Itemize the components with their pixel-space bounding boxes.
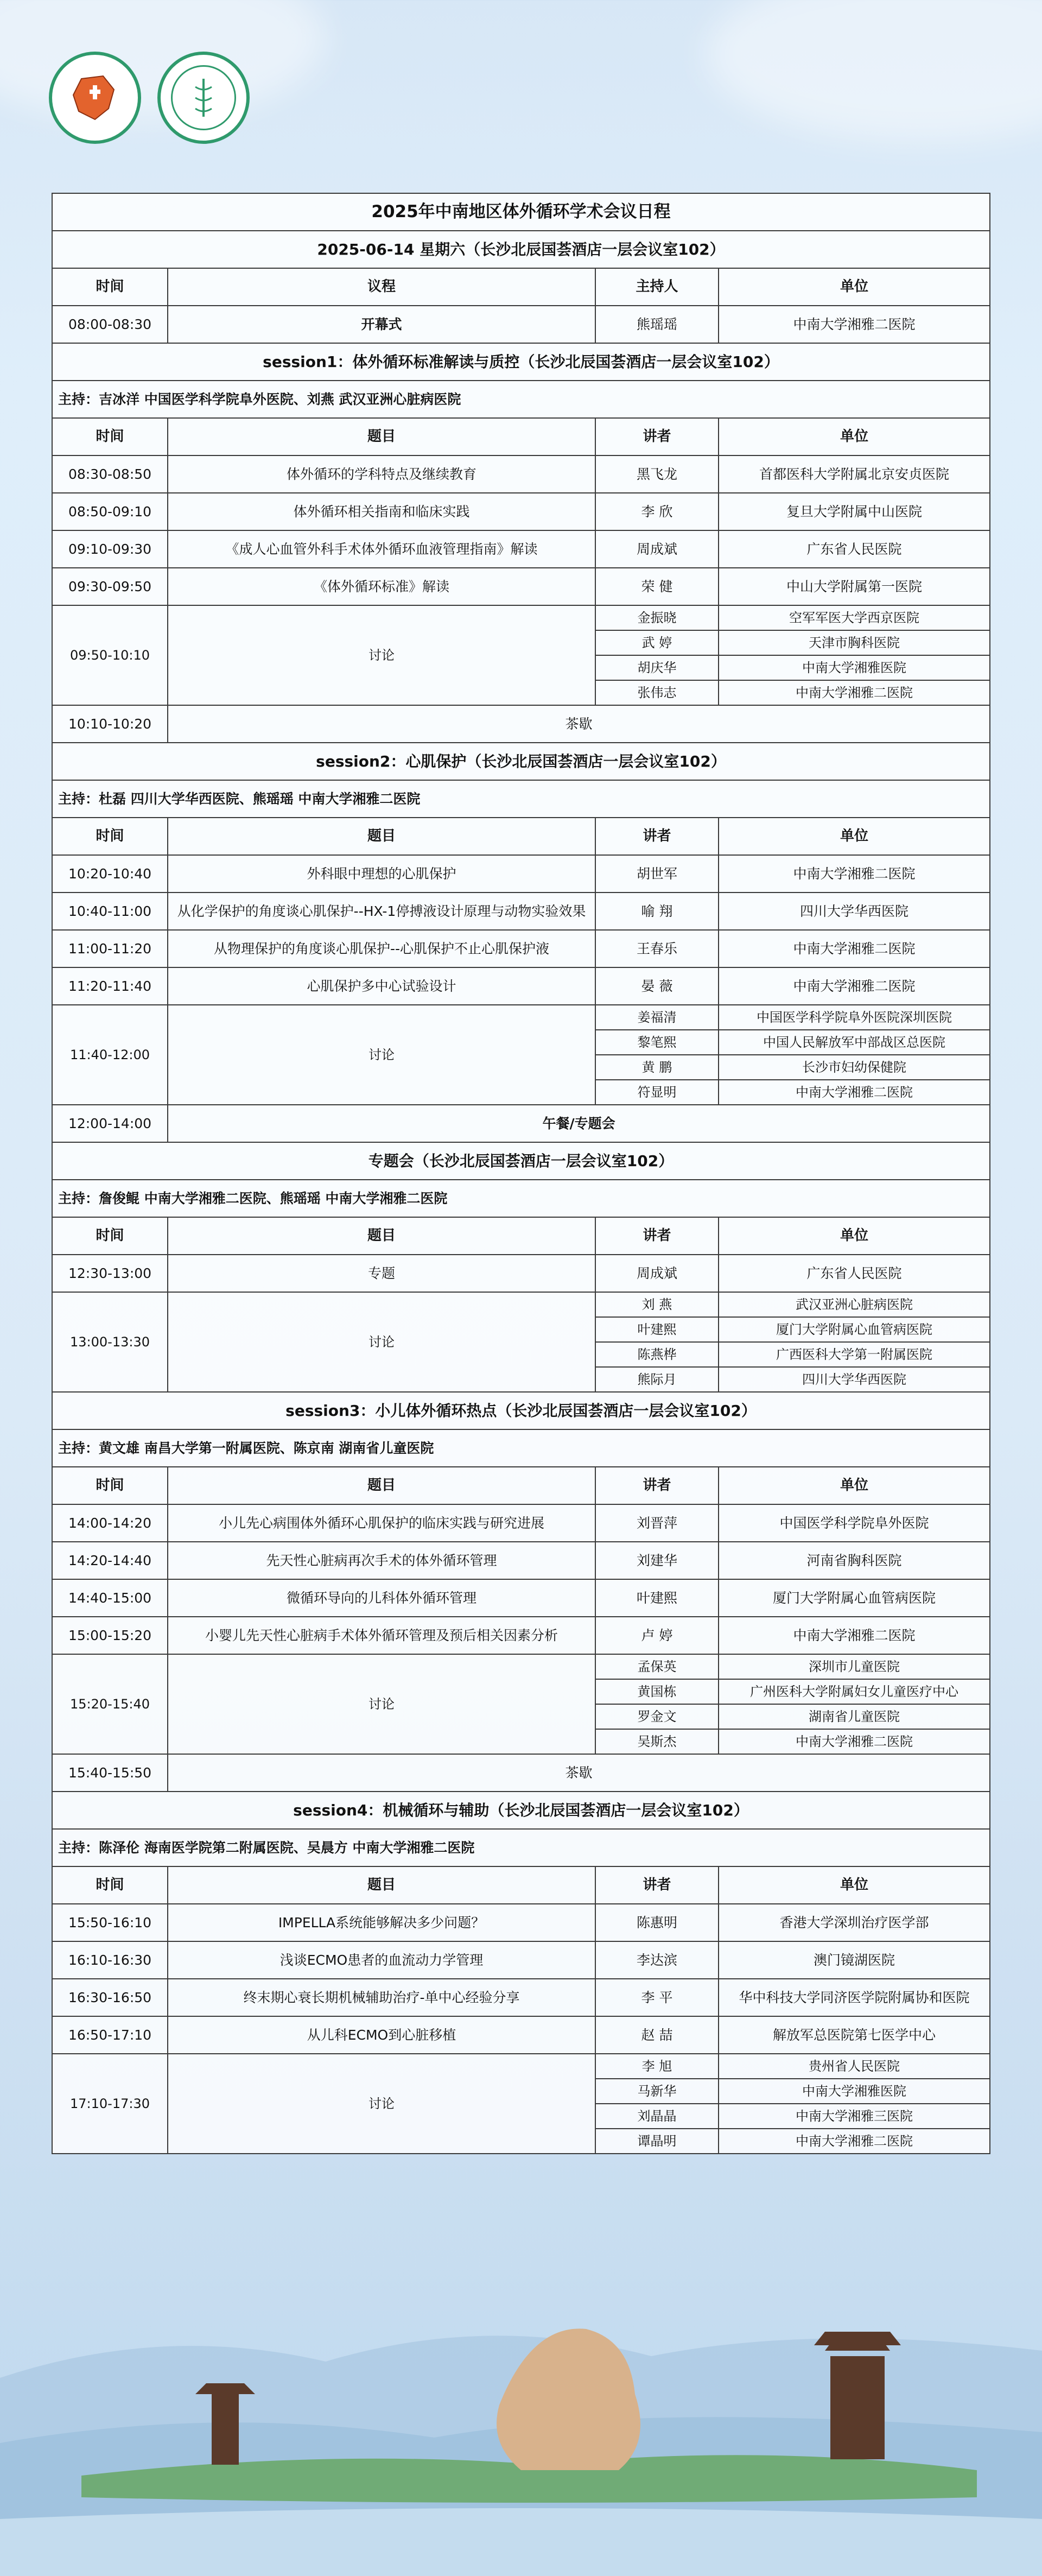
column-header-row: [52, 818, 990, 855]
talk-unit: 中南大学湘雅二医院: [719, 1617, 990, 1654]
break-time: 12:00-14:00: [52, 1105, 168, 1142]
talk-row: [52, 2016, 990, 2054]
panelist-name: 谭晶明: [595, 2129, 719, 2154]
talk-time: 14:40-15:00: [52, 1579, 168, 1617]
talk-row: [52, 1542, 990, 1579]
panelist-name: 马新华: [595, 2079, 719, 2104]
talk-topic: 小儿先心病围体外循环心肌保护的临床实践与研究进展: [168, 1504, 595, 1542]
talk-topic: 《体外循环标准》解读: [168, 568, 595, 605]
panelist-unit: 中南大学湘雅二医院: [719, 680, 990, 705]
column-header-time: 时间: [52, 818, 168, 855]
talk-speaker: 赵 喆: [595, 2016, 719, 2054]
panelist-unit: 空军军医大学西京医院: [719, 605, 990, 630]
talk-topic: 从物理保护的角度谈心肌保护--心肌保护不止心肌保护液: [168, 930, 595, 967]
talk-unit: 中南大学湘雅二医院: [719, 967, 990, 1005]
panelist-name: 符显明: [595, 1080, 719, 1105]
talk-row: [52, 855, 990, 893]
talk-time: 15:50-16:10: [52, 1904, 168, 1941]
university-logo: [157, 52, 250, 144]
talk-speaker: 刘建华: [595, 1542, 719, 1579]
panelist-unit: 中南大学湘雅二医院: [719, 1729, 990, 1754]
talk-unit: 华中科技大学同济医学院附属协和医院: [719, 1979, 990, 2016]
opening-unit: 中南大学湘雅二医院: [719, 306, 990, 343]
panelist-name: 叶建熙: [595, 1317, 719, 1342]
break-label: 茶歇: [168, 1754, 990, 1792]
panelist-unit: 中南大学湘雅二医院: [719, 2129, 990, 2154]
column-header-speaker: 讲者: [595, 1866, 719, 1904]
talk-speaker: 喻 翔: [595, 893, 719, 930]
talk-topic: 从儿科ECMO到心脏移植: [168, 2016, 595, 2054]
discussion-label: 讨论: [168, 1654, 595, 1754]
panelist-name: 李 旭: [595, 2054, 719, 2079]
discussion-row: [52, 1005, 990, 1030]
column-header-row: [52, 1467, 990, 1504]
discussion-label: 讨论: [168, 605, 595, 705]
discussion-time: 13:00-13:30: [52, 1292, 168, 1392]
talk-unit: 厦门大学附属心血管病医院: [719, 1579, 990, 1617]
session-header-row: [52, 1792, 990, 1829]
talk-topic: 《成人心血管外科手术体外循环血液管理指南》解读: [168, 530, 595, 568]
break-row: [52, 1754, 990, 1792]
talk-topic: 微循环导向的儿科体外循环管理: [168, 1579, 595, 1617]
talk-row: [52, 1579, 990, 1617]
column-header-time: 时间: [52, 268, 168, 306]
talk-row: [52, 530, 990, 568]
talk-speaker: 荣 健: [595, 568, 719, 605]
session-hosts: 主持：詹俊鲲 中南大学湘雅二医院、熊瑶瑶 中南大学湘雅二医院: [52, 1180, 990, 1217]
hunan-map-icon: [65, 68, 125, 128]
talk-speaker: 王春乐: [595, 930, 719, 967]
talk-topic: 从化学保护的角度谈心肌保护--HX-1停搏液设计原理与动物实验效果: [168, 893, 595, 930]
opening-row: [52, 306, 990, 343]
talk-unit: 澳门镜湖医院: [719, 1941, 990, 1979]
talk-unit: 中南大学湘雅二医院: [719, 930, 990, 967]
column-header-speaker: 讲者: [595, 1467, 719, 1504]
session-host-row: [52, 1180, 990, 1217]
column-header-topic: 题目: [168, 1217, 595, 1255]
discussion-row: [52, 1292, 990, 1317]
column-header-row: [52, 418, 990, 455]
session-hosts: 主持：黄文雄 南昌大学第一附属医院、陈京南 湖南省儿童医院: [52, 1429, 990, 1467]
talk-speaker: 卢 婷: [595, 1617, 719, 1654]
talk-row: [52, 1941, 990, 1979]
conference-date: 2025-06-14 星期六（长沙北辰国荟酒店一层会议室102）: [52, 231, 990, 268]
talk-time: 14:20-14:40: [52, 1542, 168, 1579]
panelist-name: 黄 鹏: [595, 1055, 719, 1080]
discussion-label: 讨论: [168, 1005, 595, 1105]
talk-speaker: 周成斌: [595, 530, 719, 568]
column-header-row: [52, 1866, 990, 1904]
talk-row: [52, 893, 990, 930]
break-time: 15:40-15:50: [52, 1754, 168, 1792]
talk-time: 16:50-17:10: [52, 2016, 168, 2054]
column-header-time: 时间: [52, 1866, 168, 1904]
discussion-row: [52, 2054, 990, 2079]
session-header: session2：心肌保护（长沙北辰国荟酒店一层会议室102）: [52, 743, 990, 780]
talk-time: 16:30-16:50: [52, 1979, 168, 2016]
talk-unit: 河南省胸科医院: [719, 1542, 990, 1579]
panelist-name: 陈燕桦: [595, 1342, 719, 1367]
talk-row: [52, 1979, 990, 2016]
panelist-name: 刘晶晶: [595, 2104, 719, 2129]
medical-association-logo: [49, 52, 141, 144]
talk-time: 16:10-16:30: [52, 1941, 168, 1979]
session-header: session3：小儿体外循环热点（长沙北辰国荟酒店一层会议室102）: [52, 1392, 990, 1429]
talk-speaker: 叶建熙: [595, 1579, 719, 1617]
talk-topic: 终末期心衰长期机械辅助治疗-单中心经验分享: [168, 1979, 595, 2016]
talk-topic: IMPELLA系统能够解决多少问题？: [168, 1904, 595, 1941]
discussion-time: 15:20-15:40: [52, 1654, 168, 1754]
discussion-label: 讨论: [168, 2054, 595, 2154]
talk-speaker: 陈惠明: [595, 1904, 719, 1941]
panelist-unit: 湖南省儿童医院: [719, 1704, 990, 1729]
panelist-name: 胡庆华: [595, 655, 719, 680]
scenery-illustration: [0, 2215, 1042, 2576]
talk-time: 09:10-09:30: [52, 530, 168, 568]
opening-time: 08:00-08:30: [52, 306, 168, 343]
panelist-unit: 中南大学湘雅二医院: [719, 1080, 990, 1105]
panelist-unit: 中南大学湘雅医院: [719, 655, 990, 680]
column-header-topic: 题目: [168, 1467, 595, 1504]
caduceus-icon: [179, 73, 228, 122]
panelist-name: 姜福清: [595, 1005, 719, 1030]
session-header-row: [52, 1392, 990, 1429]
discussion-time: 09:50-10:10: [52, 605, 168, 705]
talk-row: [52, 568, 990, 605]
column-header-topic: 题目: [168, 818, 595, 855]
session-header: session1：体外循环标准解读与质控（长沙北辰国荟酒店一层会议室102）: [52, 343, 990, 381]
talk-topic: 先天性心脏病再次手术的体外循环管理: [168, 1542, 595, 1579]
panelist-name: 武 婷: [595, 630, 719, 655]
talk-unit: 解放军总医院第七医学中心: [719, 2016, 990, 2054]
schedule-table: [52, 193, 990, 2154]
panelist-unit: 贵州省人民医院: [719, 2054, 990, 2079]
panelist-name: 吴斯杰: [595, 1729, 719, 1754]
column-header-speaker: 讲者: [595, 818, 719, 855]
talk-time: 12:30-13:00: [52, 1255, 168, 1292]
talk-unit: 中山大学附属第一医院: [719, 568, 990, 605]
talk-topic: 专题: [168, 1255, 595, 1292]
panelist-unit: 中南大学湘雅医院: [719, 2079, 990, 2104]
column-header-unit: 单位: [719, 1217, 990, 1255]
talk-row: [52, 493, 990, 530]
talk-time: 15:00-15:20: [52, 1617, 168, 1654]
column-header-unit: 单位: [719, 1866, 990, 1904]
talk-topic: 外科眼中理想的心肌保护: [168, 855, 595, 893]
logo-group: [49, 52, 250, 144]
column-header-unit: 单位: [719, 268, 990, 306]
talk-speaker: 周成斌: [595, 1255, 719, 1292]
talk-time: 08:30-08:50: [52, 455, 168, 493]
session-host-row: [52, 1829, 990, 1866]
session-hosts: 主持：杜磊 四川大学华西医院、熊瑶瑶 中南大学湘雅二医院: [52, 780, 990, 818]
talk-row: [52, 1617, 990, 1654]
talk-unit: 复旦大学附属中山医院: [719, 493, 990, 530]
session-host-row: [52, 381, 990, 418]
opening-host: 熊瑶瑶: [595, 306, 719, 343]
session-hosts: 主持：吉冰洋 中国医学科学院阜外医院、刘燕 武汉亚洲心脏病医院: [52, 381, 990, 418]
talk-speaker: 李 欣: [595, 493, 719, 530]
panelist-unit: 中南大学湘雅三医院: [719, 2104, 990, 2129]
panelist-unit: 中国医学科学院阜外医院深圳医院: [719, 1005, 990, 1030]
column-header-agenda: 议程: [168, 268, 595, 306]
discussion-label: 讨论: [168, 1292, 595, 1392]
talk-unit: 广东省人民医院: [719, 530, 990, 568]
talk-row: [52, 1504, 990, 1542]
session-header: 专题会（长沙北辰国荟酒店一层会议室102）: [52, 1142, 990, 1180]
talk-speaker: 晏 薇: [595, 967, 719, 1005]
discussion-row: [52, 605, 990, 630]
column-header-host: 主持人: [595, 268, 719, 306]
discussion-time: 17:10-17:30: [52, 2054, 168, 2154]
talk-unit: 香港大学深圳治疗医学部: [719, 1904, 990, 1941]
panelist-unit: 广州医科大学附属妇女儿童医疗中心: [719, 1679, 990, 1704]
break-label: 茶歇: [168, 705, 990, 743]
column-header-speaker: 讲者: [595, 1217, 719, 1255]
talk-unit: 中南大学湘雅二医院: [719, 855, 990, 893]
talk-unit: 四川大学华西医院: [719, 893, 990, 930]
session-header-row: [52, 343, 990, 381]
talk-topic: 浅谈ECMO患者的血流动力学管理: [168, 1941, 595, 1979]
panelist-unit: 长沙市妇幼保健院: [719, 1055, 990, 1080]
talk-time: 11:00-11:20: [52, 930, 168, 967]
panelist-unit: 四川大学华西医院: [719, 1367, 990, 1392]
column-header-row: [52, 1217, 990, 1255]
talk-speaker: 胡世军: [595, 855, 719, 893]
talk-topic: 体外循环相关指南和临床实践: [168, 493, 595, 530]
talk-unit: 广东省人民医院: [719, 1255, 990, 1292]
column-header-unit: 单位: [719, 418, 990, 455]
talk-row: [52, 967, 990, 1005]
panelist-name: 黎笔熙: [595, 1030, 719, 1055]
panelist-name: 孟保英: [595, 1654, 719, 1679]
column-header-time: 时间: [52, 1217, 168, 1255]
talk-unit: 中国医学科学院阜外医院: [719, 1504, 990, 1542]
break-row: [52, 1105, 990, 1142]
talk-time: 08:50-09:10: [52, 493, 168, 530]
talk-speaker: 刘晋萍: [595, 1504, 719, 1542]
discussion-row: [52, 1654, 990, 1679]
discussion-time: 11:40-12:00: [52, 1005, 168, 1105]
panelist-unit: 广西医科大学第一附属医院: [719, 1342, 990, 1367]
column-header-topic: 题目: [168, 418, 595, 455]
talk-speaker: 李 平: [595, 1979, 719, 2016]
talk-speaker: 李达滨: [595, 1941, 719, 1979]
talk-row: [52, 930, 990, 967]
break-time: 10:10-10:20: [52, 705, 168, 743]
opening-agenda: 开幕式: [168, 306, 595, 343]
session-header-row: [52, 743, 990, 780]
talk-row: [52, 1904, 990, 1941]
session-host-row: [52, 1429, 990, 1467]
column-header-unit: 单位: [719, 818, 990, 855]
panelist-unit: 天津市胸科医院: [719, 630, 990, 655]
column-header-time: 时间: [52, 418, 168, 455]
break-row: [52, 705, 990, 743]
talk-time: 10:20-10:40: [52, 855, 168, 893]
session-header: session4：机械循环与辅助（长沙北辰国荟酒店一层会议室102）: [52, 1792, 990, 1829]
panelist-unit: 武汉亚洲心脏病医院: [719, 1292, 990, 1317]
panelist-unit: 中国人民解放军中部战区总医院: [719, 1030, 990, 1055]
talk-speaker: 黑飞龙: [595, 455, 719, 493]
column-header-time: 时间: [52, 1467, 168, 1504]
talk-time: 09:30-09:50: [52, 568, 168, 605]
column-header-topic: 题目: [168, 1866, 595, 1904]
column-header-unit: 单位: [719, 1467, 990, 1504]
conference-title: 2025年中南地区体外循环学术会议日程: [52, 193, 990, 231]
panelist-name: 黄国栋: [595, 1679, 719, 1704]
session-host-row: [52, 780, 990, 818]
talk-topic: 心肌保护多中心试验设计: [168, 967, 595, 1005]
talk-unit: 首都医科大学附属北京安贞医院: [719, 455, 990, 493]
panelist-name: 刘 燕: [595, 1292, 719, 1317]
break-label: 午餐/专题会: [168, 1105, 990, 1142]
talk-time: 14:00-14:20: [52, 1504, 168, 1542]
panelist-name: 罗金文: [595, 1704, 719, 1729]
talk-topic: 体外循环的学科特点及继续教育: [168, 455, 595, 493]
talk-topic: 小婴儿先天性心脏病手术体外循环管理及预后相关因素分析: [168, 1617, 595, 1654]
session-header-row: [52, 1142, 990, 1180]
talk-row: [52, 1255, 990, 1292]
talk-row: [52, 455, 990, 493]
column-header-speaker: 讲者: [595, 418, 719, 455]
panelist-unit: 深圳市儿童医院: [719, 1654, 990, 1679]
talk-time: 11:20-11:40: [52, 967, 168, 1005]
panelist-name: 张伟志: [595, 680, 719, 705]
panelist-name: 熊际月: [595, 1367, 719, 1392]
talk-time: 10:40-11:00: [52, 893, 168, 930]
panelist-name: 金振晓: [595, 605, 719, 630]
panelist-unit: 厦门大学附属心血管病医院: [719, 1317, 990, 1342]
session-hosts: 主持：陈泽伦 海南医学院第二附属医院、吴晨方 中南大学湘雅二医院: [52, 1829, 990, 1866]
